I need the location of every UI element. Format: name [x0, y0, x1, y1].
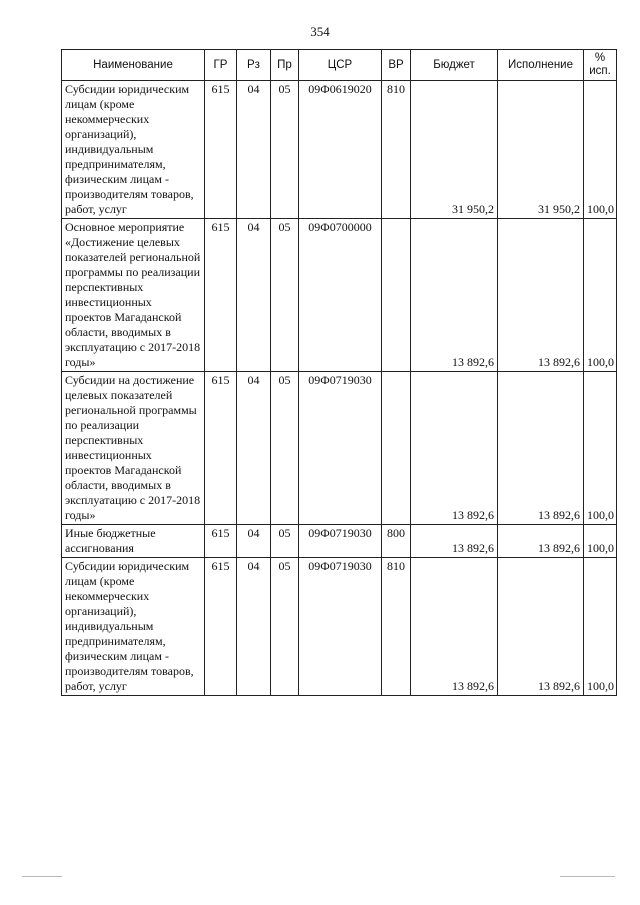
cell-execution: 13 892,6 — [498, 219, 584, 372]
cell-csr: 09Ф0719030 — [299, 372, 382, 525]
cell-gr: 615 — [205, 558, 237, 696]
cell-percent: 100,0 — [584, 372, 617, 525]
cell-vr: 810 — [382, 81, 411, 219]
cell-vr — [382, 219, 411, 372]
table-row — [62, 558, 617, 696]
cell-name: Иные бюджетные ассигнования — [62, 525, 205, 558]
cell-name: Субсидии юридическим лицам (кроме некоммерческих организаций), индивидуальным предпринимателям, физическим лицам - производителям товаров, работ, услуг — [62, 81, 205, 219]
table-row — [62, 81, 617, 219]
header-budget: Бюджет — [411, 50, 498, 81]
cell-gr: 615 — [205, 525, 237, 558]
cell-name: Субсидии юридическим лицам (кроме некоммерческих организаций), индивидуальным предпринимателям, физическим лицам - производителям товаров, работ, услуг — [62, 558, 205, 696]
header-rz: Рз — [237, 50, 271, 81]
header-percent-label: исп. — [589, 65, 611, 77]
cell-execution: 13 892,6 — [498, 525, 584, 558]
cell-name: Субсидии на достижение целевых показателей региональной программы по реализации перспективных инвестиционных проектов Магаданской области, вводимых в эксплуатацию с 2017-2018 годы» — [62, 372, 205, 525]
cell-gr: 615 — [205, 81, 237, 219]
cell-rz: 04 — [237, 81, 271, 219]
cell-csr: 09Ф0619020 — [299, 81, 382, 219]
cell-name: Основное мероприятие «Достижение целевых показателей региональной программы по реализации перспективных инвестиционных проектов Магаданской области, вводимых в эксплуатацию с 2017-2018 годы» — [62, 219, 205, 372]
cell-percent: 100,0 — [584, 558, 617, 696]
cell-csr: 09Ф0719030 — [299, 525, 382, 558]
cell-vr — [382, 372, 411, 525]
cell-pr: 05 — [271, 219, 299, 372]
header-pr: Пр — [271, 50, 299, 81]
cell-csr: 09Ф0719030 — [299, 558, 382, 696]
cell-execution: 31 950,2 — [498, 81, 584, 219]
header-percent — [584, 50, 617, 81]
table-row — [62, 372, 617, 525]
cell-percent: 100,0 — [584, 219, 617, 372]
budget-table — [61, 49, 617, 696]
cell-execution: 13 892,6 — [498, 558, 584, 696]
cell-pr: 05 — [271, 372, 299, 525]
cell-vr: 800 — [382, 525, 411, 558]
cell-gr: 615 — [205, 219, 237, 372]
cell-budget: 13 892,6 — [411, 219, 498, 372]
cell-rz: 04 — [237, 525, 271, 558]
header-percent-symbol: % — [594, 52, 606, 64]
cell-rz: 04 — [237, 219, 271, 372]
table-header-row — [62, 50, 617, 81]
table-row — [62, 525, 617, 558]
header-csr: ЦСР — [299, 50, 382, 81]
cell-csr: 09Ф0700000 — [299, 219, 382, 372]
header-gr: ГР — [205, 50, 237, 81]
cell-percent: 100,0 — [584, 81, 617, 219]
cell-gr: 615 — [205, 372, 237, 525]
cell-pr: 05 — [271, 558, 299, 696]
cell-execution: 13 892,6 — [498, 372, 584, 525]
cell-budget: 31 950,2 — [411, 81, 498, 219]
cell-pr: 05 — [271, 81, 299, 219]
cell-percent: 100,0 — [584, 525, 617, 558]
header-vr: ВР — [382, 50, 411, 81]
scan-mark-left — [22, 876, 62, 877]
cell-pr: 05 — [271, 525, 299, 558]
cell-vr: 810 — [382, 558, 411, 696]
cell-rz: 04 — [237, 372, 271, 525]
cell-budget: 13 892,6 — [411, 558, 498, 696]
cell-budget: 13 892,6 — [411, 372, 498, 525]
page-number: 354 — [310, 24, 330, 39]
table-row — [62, 219, 617, 372]
cell-budget: 13 892,6 — [411, 525, 498, 558]
cell-rz: 04 — [237, 558, 271, 696]
scan-mark-right — [560, 876, 615, 877]
header-execution: Исполнение — [498, 50, 584, 81]
header-name: Наименование — [62, 50, 205, 81]
